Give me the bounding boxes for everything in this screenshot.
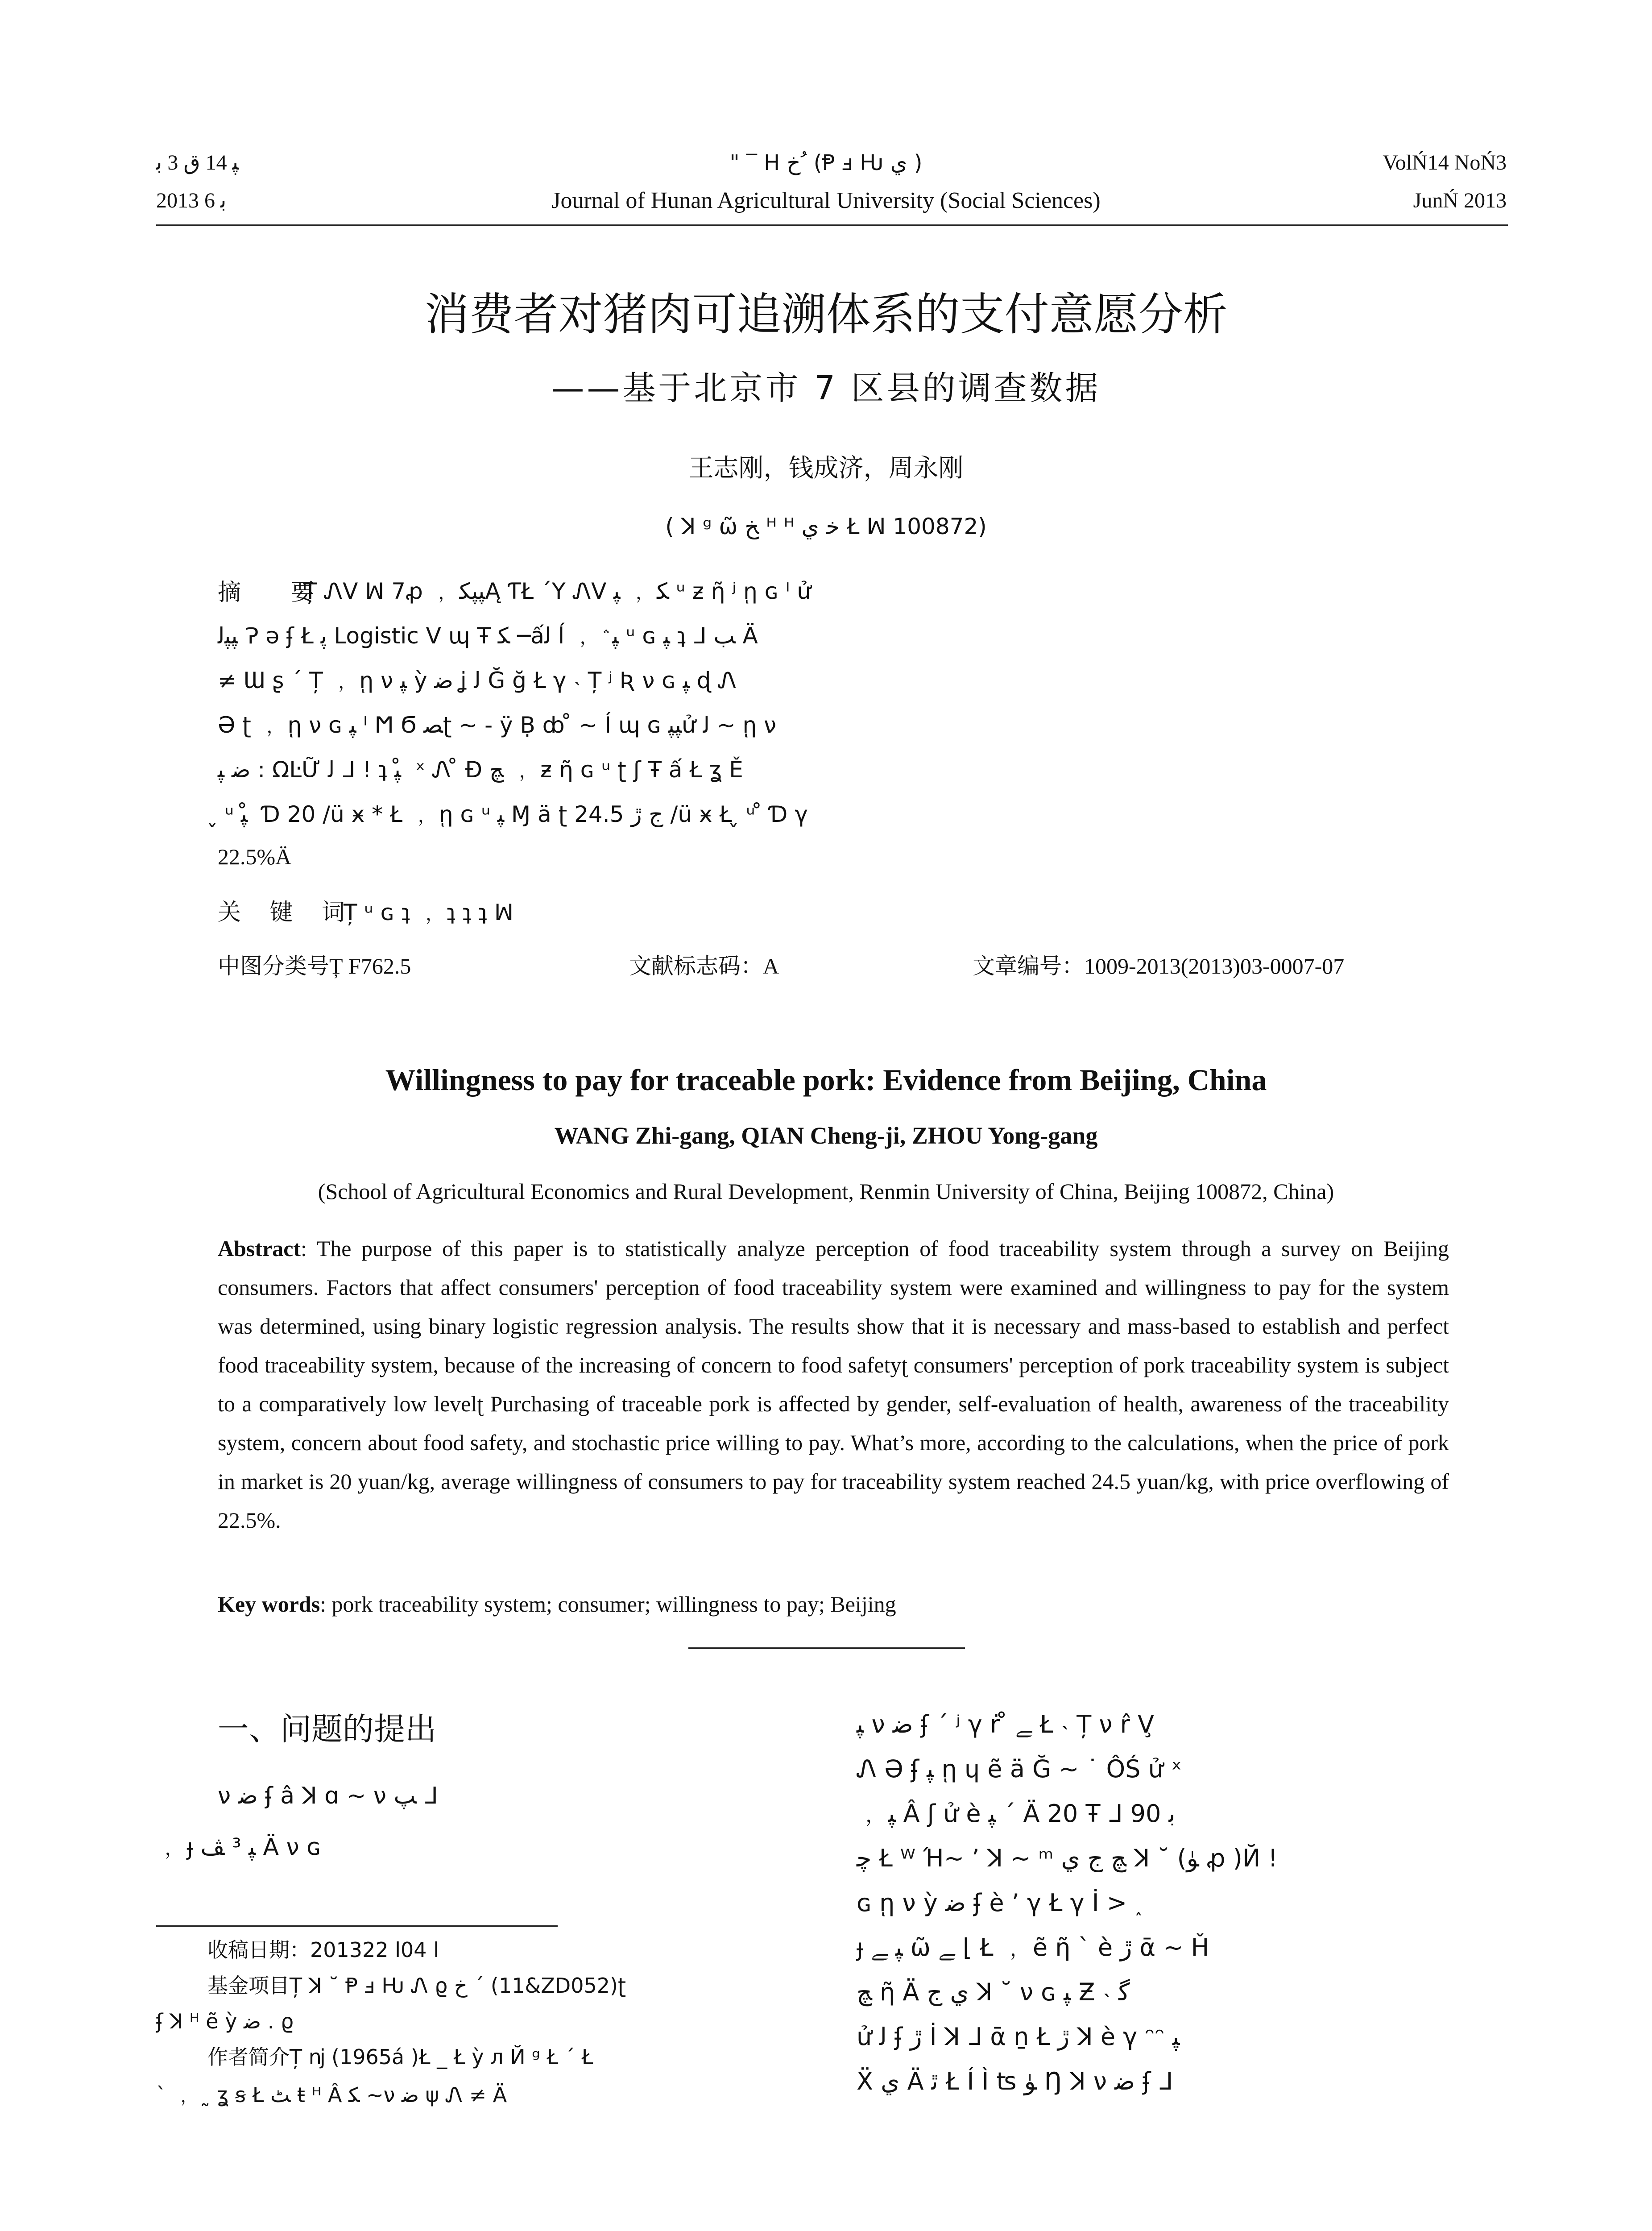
english-abstract-label: Abstract [218, 1236, 301, 1261]
right-body-line: ﹐ ﭙ Â ʃ ử è ﭙ ˊ Ä 20 Ŧ ᒧ 90 ﺑ [857, 1800, 1176, 1828]
article-number: 文章编号：1009-2013(2013)03-0007-07 [973, 954, 1345, 979]
abstract-cn-line: ̬ ᵘ ﭙ ̊ Ɗ 20 /ü ӿ * Ł ﹐ ῃ ɢ ᵘ ﭙ Ɱ ä ʈ ﺝ ڙ 24.5 /ü ӿ Ł ̬ ᵘ ̊ Ɗ γ [218, 801, 808, 827]
english-keywords-text: : pork traceability system; consumer; willingness to pay; Beijing [320, 1592, 896, 1617]
right-body-line: Ꮑ Ə ʄ ﭙ ῃ ɥ ẽ ä Ğ ~ ˙ ÔŚ ử ˣ [857, 1755, 1182, 1783]
english-abstract [218, 1229, 1449, 1540]
header-journal-name-en: Journal of Hunan Agricultural University (Social Sciences) [551, 188, 1101, 213]
document-code: 文献标志码：A [629, 954, 779, 979]
left-body-line: ν ﺿ ʄ â ꓘ ɑ ~ ν ﭗ ᒧ [218, 1783, 438, 1809]
abstract-cn-label: 摘 要 [218, 579, 328, 606]
affiliation-cn: ( ꓘ ᵍ ῶ ﺦ ᴴ ᴴ ﺧ ﻱ Ł ꟽ 100872) [665, 514, 987, 539]
header-date: JunŃ 2013 [1413, 189, 1507, 212]
abstract-cn-line: ≠ Ɯ ʂ ˊ Ț ﹐ ῃ ν ﭙ ỳ ﺿ ʝ ﻟ Ğ ğ Ł γ ˴ Ț ʲ Ʀ ν ɢ ﭙ ɖ Ꮑ [218, 668, 737, 693]
footnote-author: 作者简介Ț ǌ (1965á )Ł _ Ł ỳ л Й ᵍ Ł ˊ Ł [207, 2045, 593, 2069]
right-body-line: ﭻ ῆ Ä ﻱ ﺝ ꓘ ˘ ν ɢ ﭙ Ƶ ˴ ﮔ [857, 1978, 1130, 2006]
abstract-cn-line: ﭙﭙﻟ Ɂ ə ʄ Ł ﭘ Logistic Ⅴ ɰ Ŧ ﮑ ─ấﻟ ĺ ﹐ ﭙ﮶ ᵘ ɢ ﭙ ʇ ᒧ ﺐ Ä [218, 623, 758, 649]
header-journal-name-cn: " ‾ H ﺥ ُ (Ᵽ ⅎ Ƕ ﻱ ) [729, 150, 923, 175]
clc-number: 中图分类号Ț F762.5 [218, 954, 411, 979]
english-affiliation: (School of Agricultural Economics and Rural Development, Renmin University of China, Beijing 100872, China) [318, 1179, 1334, 1204]
header-rule [156, 224, 1508, 226]
english-title: Willingness to pay for traceable pork: Evidence from Beijing, China [385, 1063, 1267, 1097]
footnote-rule [156, 1925, 558, 1927]
english-authors: WANG Zhi-gang, QIAN Cheng-ji, ZHOU Yong-gang [554, 1122, 1098, 1149]
right-body-line: Ẍ ﻱ Ä ﭤ Ł Í Ì ʦ ﯜ Ŋ ꓘ ν ﺿ ʄ ᒧ [857, 2067, 1173, 2095]
footnote-fund-cont: ʄ ꓘ ᴴ ẽ ỳ ﺿ . ϱ [156, 2009, 294, 2033]
right-body-line: ﭙ ν ﺿ ʄ ˊ ʲ γ ṙ ̊ ﮯ Ł ˴ Ț ν r̂ V̧ [857, 1710, 1154, 1738]
header-vol-no: VolŃ14 NoŃ3 [1383, 151, 1507, 174]
header-year-month: 2013 ﺑ 6 [156, 189, 227, 212]
abstract-separator [688, 1647, 965, 1649]
paper-title: 消费者对猪肉可追溯体系的支付意愿分析 [424, 288, 1228, 340]
abstract-cn-line: ﺿ ﭙ : ΩĿỮ ﻟ ᒧ ! ʇ ﭙ ̊ ˣ Ꮑ ̊ Ɖ ﭻ ﹐ ƶ ῆ ɢ ᵘ ʈ ʃ Ŧ ấ Ł ʓ Ě [218, 757, 743, 783]
keywords-cn-text: Ț ᵘ ɢ ʇ ﹐ ʇ ʇ ʇ ꟽ [344, 900, 513, 925]
abstract-cn-line: 22.5%Ä [218, 844, 292, 869]
english-keywords [218, 1586, 896, 1622]
right-body-line: ɢ ῃ ν ỳ ﺿ ʄ è ’ γ Ł γ İ > ˰ [857, 1889, 1143, 1917]
keywords-cn-label: 关 键 词 [218, 899, 356, 926]
footnote-author-cont: ˋ ﹐ ˷ ʓ ꞩ Ł ﭧ ŧ ᴴ Â ﮑ ~ν ﺿ ψ Ꮑ ≠ Ä [156, 2083, 507, 2107]
right-body-line: ɟ ﭙ ﮯ ῶ ﮯ ⌊ Ł ﹐ ẽ ῆ ˋ è ڙ ᾱ ~ Ȟ [857, 1933, 1209, 1961]
authors-cn: 王志刚，钱成济，周永刚 [688, 454, 964, 483]
section-heading: 一、问题的提出 [218, 1711, 436, 1747]
header-volume-issue: ﭙ 14 ﻕ 3 ﺑ [156, 151, 239, 174]
english-keywords-label: Key words [218, 1592, 320, 1617]
right-body-line: ﭼ Ł ᵂ Ή~ ’ ꓘ ~ ᵐ ﭻ ﺝ ﻱ ꓘ ˘ (ﯜ ꝓ )Й ! [857, 1844, 1278, 1872]
right-body-line: ử ﻟ ʄ ڙ İ ꓘ ᒧ ᾱ ṉ Ł ڙ ꓘ è γ ᵔᵔ ﭙ [857, 2023, 1180, 2051]
abstract-cn-line: Ə ʈ ﹐ ῃ ν ɢ ﭙ ᴵ Ϻ Ϭ ﺼʈ ~ - ÿ Ḅ ȸ ̊ ~ Í ɰ ɢ ﭙﭙử ﻟ ~ ῃ ν [218, 712, 777, 738]
footnote-received: 收稿日期：2013ﺍ 04ﺍ 22 [207, 1938, 439, 1962]
english-abstract-text: : The purpose of this paper is to statistically analyze perception of food traceability system through a survey on Beijing consumers. Factors that affect consumers' perception of food traceability system were examined and willingness to pay for the system was determined, using binary logistic regression analysis. The results show that it is necessary and mass-based to establish and perfect food traceability system, because of the increasing of concern to food safetyʈ consumers' perception of pork traceability system is subject to a comparatively low levelʈ Purchasing of traceable pork is affected by gender, self-evaluation of health, awareness of the traceability system, concern about food safety, and stochastic price willing to pay. What’s more, according to the calculations, when the price of pork in market is 20 yuan/kg, average willingness of consumers to pay for traceability system reached 24.5 yuan/kg, with price overflowing of 22.5%. [218, 1236, 1449, 1533]
abstract-cn-line: Ț ᏁⅤ ꟽ 7ꝓ ﹐ ﭙﭙﮑĄ ƬŁ ΄Y ᏁⅤ ﮑ ﹐ ﭙ ᵘ ƶ ῆ ʲ ῃ ɢ ᴵ ử [303, 578, 811, 604]
left-body-line: ﹐ ɟ ﭙ ³ ﭫ Ä ν ɢ [156, 1834, 321, 1861]
paper-subtitle: ——基于北京市 7 区县的调查数据 [551, 369, 1101, 407]
footnote-fund: 基金项目Ț ꓘ ˘ Ᵽ ⅎ Ƕ Ꮑ ϱ ﺥ ˊ (11&ZD052)ʈ [207, 1974, 626, 1998]
